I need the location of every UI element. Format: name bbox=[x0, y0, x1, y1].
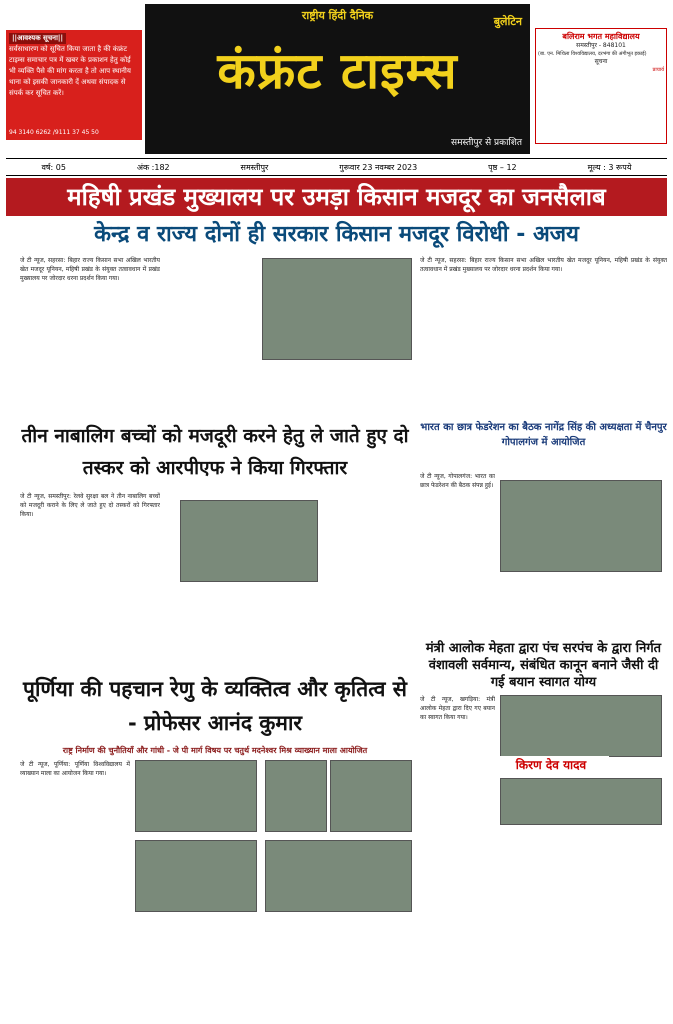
notice-body: सर्वसाधारण को सूचित किया जाता है की कंफ्रंट टाइम्स समाचार पत्र में खबर के प्रकाशन हेतु कोई भी व्यक्ति पैसे की मांग करता है तो आप स्थानीय थाना को इसकी जानकारी दें अथवा संपादक से संपर्क कर सूचित करें। bbox=[9, 45, 131, 97]
info-city: समस्तीपुर bbox=[240, 162, 269, 172]
purnia-photo-3 bbox=[330, 760, 412, 832]
ad-signature: प्राचार्य bbox=[652, 67, 664, 73]
purnia-photo-5 bbox=[265, 840, 412, 912]
info-bar bbox=[6, 158, 667, 176]
lecture-subheadline: राष्ट्र निर्माण की चुनौतियाँ और गांधी - जे पी मार्ग विषय पर चतुर्थ मदनेश्वर मिश्र व्याख्यान माला आयोजित bbox=[62, 746, 368, 755]
minister-headline: मंत्री आलोक मेहता द्वारा पंच सरपंच के द्वारा निर्गत वंशावली सर्वमान्य, संबंधित कानून बनाने जैसी दी गई बयान स्वागत योग्य bbox=[425, 641, 662, 690]
minister-photo-2 bbox=[500, 778, 662, 825]
minister-photo-1 bbox=[500, 695, 662, 757]
info-year: वर्ष: 05 bbox=[41, 162, 66, 172]
masthead-tagline: राष्ट्रीय हिंदी दैनिक bbox=[301, 9, 374, 22]
lead-article-continued: जे टी न्यूज, सहरसा: बिहार राज्य किसान सभा अखिल भारतीय खेत मजदूर यूनियन, महिषी प्रखंड के संयुक्त तत्वावधान में प्रखंड मुख्यालय पर जोरदार धरना प्रदर्शन किया गया। bbox=[420, 257, 667, 273]
masthead-logo: कंफ्रंट टाइम्स bbox=[217, 41, 458, 100]
federation-headline: भारत का छात्र फेडरेशन का बैठक नागेंद्र सिंह की अध्यक्षता में चैनपुर गोपालगंज में आयोजित bbox=[420, 422, 667, 448]
masthead-bulletin: बुलेटिन bbox=[493, 15, 522, 28]
trafficking-photo bbox=[180, 500, 318, 582]
info-date: गुरूवार 23 नवम्बर 2023 bbox=[339, 162, 418, 172]
photo-name-label: किरण देव यादव bbox=[493, 756, 609, 774]
masthead-brand bbox=[145, 4, 530, 154]
ad-subtitle: समस्तीपुर - 848101 bbox=[576, 42, 626, 49]
ad-body: (बा. एन. मिथिला विश्वविद्यालय, दरभंगा की अंगीभूत इकाई) bbox=[538, 51, 647, 57]
notice-title: ||आवश्यक सूचना|| bbox=[9, 33, 66, 44]
info-price: मूल्य : 3 रूपये bbox=[587, 162, 632, 172]
masthead-place: समस्तीपुर से प्रकाशित bbox=[451, 138, 522, 148]
info-pages: पृष्ठ – 12 bbox=[488, 162, 517, 172]
purnia-headline: पूर्णिया की पहचान रेणु के व्यक्तित्व और कृतित्व से - प्रोफेसर आनंद कुमार bbox=[23, 677, 407, 735]
ad-note: सूचना bbox=[594, 58, 608, 65]
lead-photo bbox=[262, 258, 412, 360]
trafficking-headline: तीन नाबालिग बच्चों को मजदूरी करने हेतु ले जाते हुए दो तस्कर को आरपीएफ ने किया गिरफ्तार bbox=[21, 425, 409, 479]
college-ad bbox=[535, 28, 667, 144]
lead-article-text: जे टी न्यूज, सहरसा: बिहार राज्य किसान सभा अखिल भारतीय खेत मजदूर यूनियन, महिषी प्रखंड के संयुक्त तत्वावधान में प्रखंड मुख्यालय पर जोरदार धरना प्रदर्शन किया गया। bbox=[20, 257, 160, 282]
purnia-photo-2 bbox=[265, 760, 327, 832]
info-issue: अंक :182 bbox=[136, 162, 170, 172]
ad-title: बलिराम भगत महाविद्यालय bbox=[562, 32, 640, 41]
notice-box bbox=[6, 30, 142, 140]
federation-article-text: जे टी न्यूज, गोपालगंज: भारत का छात्र फेडरेशन की बैठक संपन्न हुई। bbox=[420, 473, 495, 489]
purnia-photo-1 bbox=[135, 760, 257, 832]
notice-phone: 94 3140 6262 /9111 37 45 50 bbox=[9, 129, 99, 136]
minister-article-text: जे टी न्यूज, खगड़िया: मंत्री आलोक मेहता द्वारा दिए गए बयान का स्वागत किया गया। bbox=[420, 696, 495, 721]
purnia-article-text: जे टी न्यूज, पूर्णिया: पूर्णिया विश्वविद्यालय में व्याख्यान माला का आयोजन किया गया। bbox=[20, 761, 130, 777]
purnia-photo-4 bbox=[135, 840, 257, 912]
lead-banner-headline: महिषी प्रखंड मुख्यालय पर उमड़ा किसान मजदूर का जनसैलाब bbox=[6, 178, 667, 216]
federation-photo bbox=[500, 480, 662, 572]
trafficking-article-text: जे टी न्यूज, समस्तीपुर: रेलवे सुरक्षा बल ने तीन नाबालिग बच्चों को मजदूरी कराने के लिए ले जाते हुए दो तस्करों को गिरफ्तार किया। bbox=[20, 493, 160, 518]
lead-subheadline: केन्द्र व राज्य दोनों ही सरकार किसान मजदूर विरोधी - अजय bbox=[6, 218, 667, 252]
